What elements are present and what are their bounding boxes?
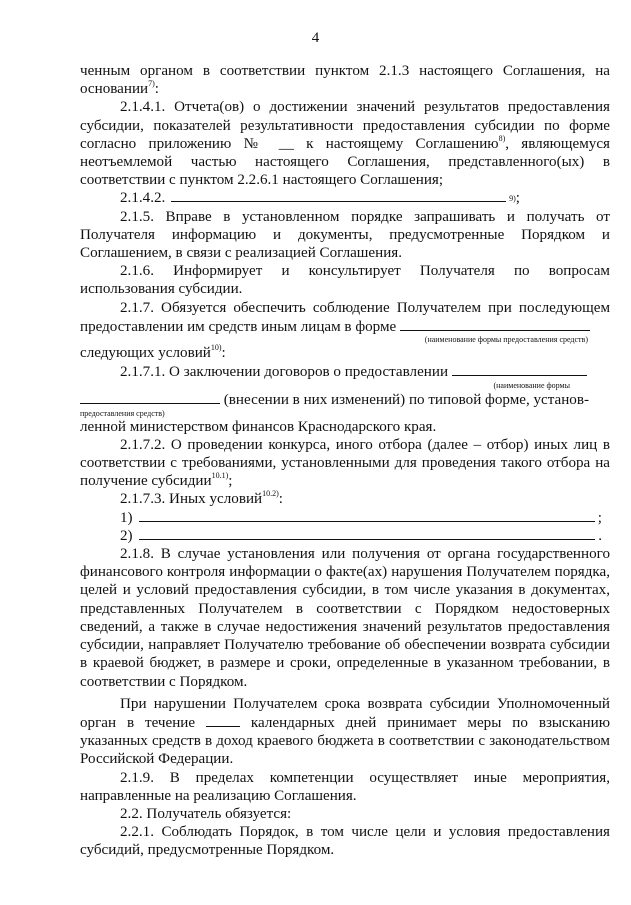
blank-underline [452, 362, 587, 376]
paragraph-continuation: ченным органом в соответствии пунктом 2.1.3 настоящего Соглашения, на основании$^{7)}$: [80, 63, 610, 98]
paragraph-violation: При нарушении Получателем срока возврата субсидии Уполномоченный орган в течение календарных дней принимает меры по взысканию указанных средств в доход краевого бюджета в соответствии с законодательством Российской Федерации. [80, 695, 610, 768]
paragraph-2-1-7-2: 2.1.7.2. О проведении конкурса, иного отбора (далее – отбор) иных лиц в соответствии с требованиями, установленными для проведения такого отбора на получение субсидии$^{10.1)}$; [80, 436, 610, 490]
document-body [80, 62, 610, 860]
paragraph-2-1-9: 2.1.9. В пределах компетенции осуществляет иные мероприятия, направленные на реализацию Соглашения. [80, 769, 610, 804]
paragraph-2-2-1: 2.2.1. Соблюдать Порядок, в том числе цели и условия предоставления субсидий, предусмотренные Порядком. [80, 824, 610, 859]
paragraph-2-1-7-3: 2.1.7.3. Иных условий$^{10.2)}$: [120, 489, 283, 508]
paragraph-2-1-4-1: 2.1.4.1. Отчета(ов) о достижении значений результатов предоставления субсидии, показателей результативности предоставления субсидии по форме согласно приложению № __ к настоящему Соглашению$^{8)}$, являющемуся неотъемлемой частью настоящего Соглашения, представленного(ых) в соответствии с пунктом 2.2.6.1 настоящего Соглашения; [80, 99, 610, 189]
paragraph-2-1-6: 2.1.6. Информирует и консультирует Получателя по вопросам использования субсидии. [80, 263, 610, 298]
blank-underline [139, 509, 595, 522]
blank-underline [400, 317, 590, 331]
paragraph-2-1-5: 2.1.5. Вправе в установленном порядке запрашивать и получать от Получателя информацию и документы, предусмотренные Порядком и Соглашением, в связи с реализацией Соглашения. [80, 208, 610, 262]
blank-underline [80, 390, 220, 404]
page-number: 4 [311, 30, 320, 46]
paragraph-2-2: 2.2. Получатель обязуется: [120, 805, 292, 822]
footnote-caption: (наименование формы предоставления средств) [424, 335, 588, 345]
footnote-caption: предоставления средств) [80, 408, 165, 418]
blank-underline [171, 189, 506, 202]
paragraph-2-1-8: 2.1.8. В случае установления или получения от органа государственного финансового контроля информации о факте(ах) нарушения Получателем порядка, целей и условий предоставления субсидии, в том числе указания в документах, представленных Получателем в соответствии с Порядком недостоверных сведений, а также в случае недостижения значений результатов предоставления субсидии, направляет Получателю требование об обеспечении возврата субсидии в краевой бюджет, в размере и сроки, определенные в указанном требовании, в соответствии с Порядком. [80, 546, 610, 690]
paragraph-2-1-7-1: 2.1.7.1. О заключении договоров о предоставлении (наименование формы (внесении в них изменений) по типовой форме, установ- предоставления средств) ленной министерством финансов Краснодарского края. [80, 362, 610, 436]
list-item-2: 2) . [120, 527, 602, 544]
paragraph-2-1-4-2: 2.1.4.2. $^{9)}$ ; [120, 190, 520, 207]
paragraph-2-1-7: 2.1.7. Обязуется обеспечить соблюдение Получателем при последующем предоставлении им средств иным лицам в форме (наименование формы предоставления средств) следующих условий$^{10)}$: [80, 299, 610, 362]
list-item-1: 1) ; [120, 509, 602, 526]
footnote-caption: (наименование формы [493, 381, 570, 391]
blank-underline [206, 713, 240, 727]
blank-underline [139, 527, 596, 540]
